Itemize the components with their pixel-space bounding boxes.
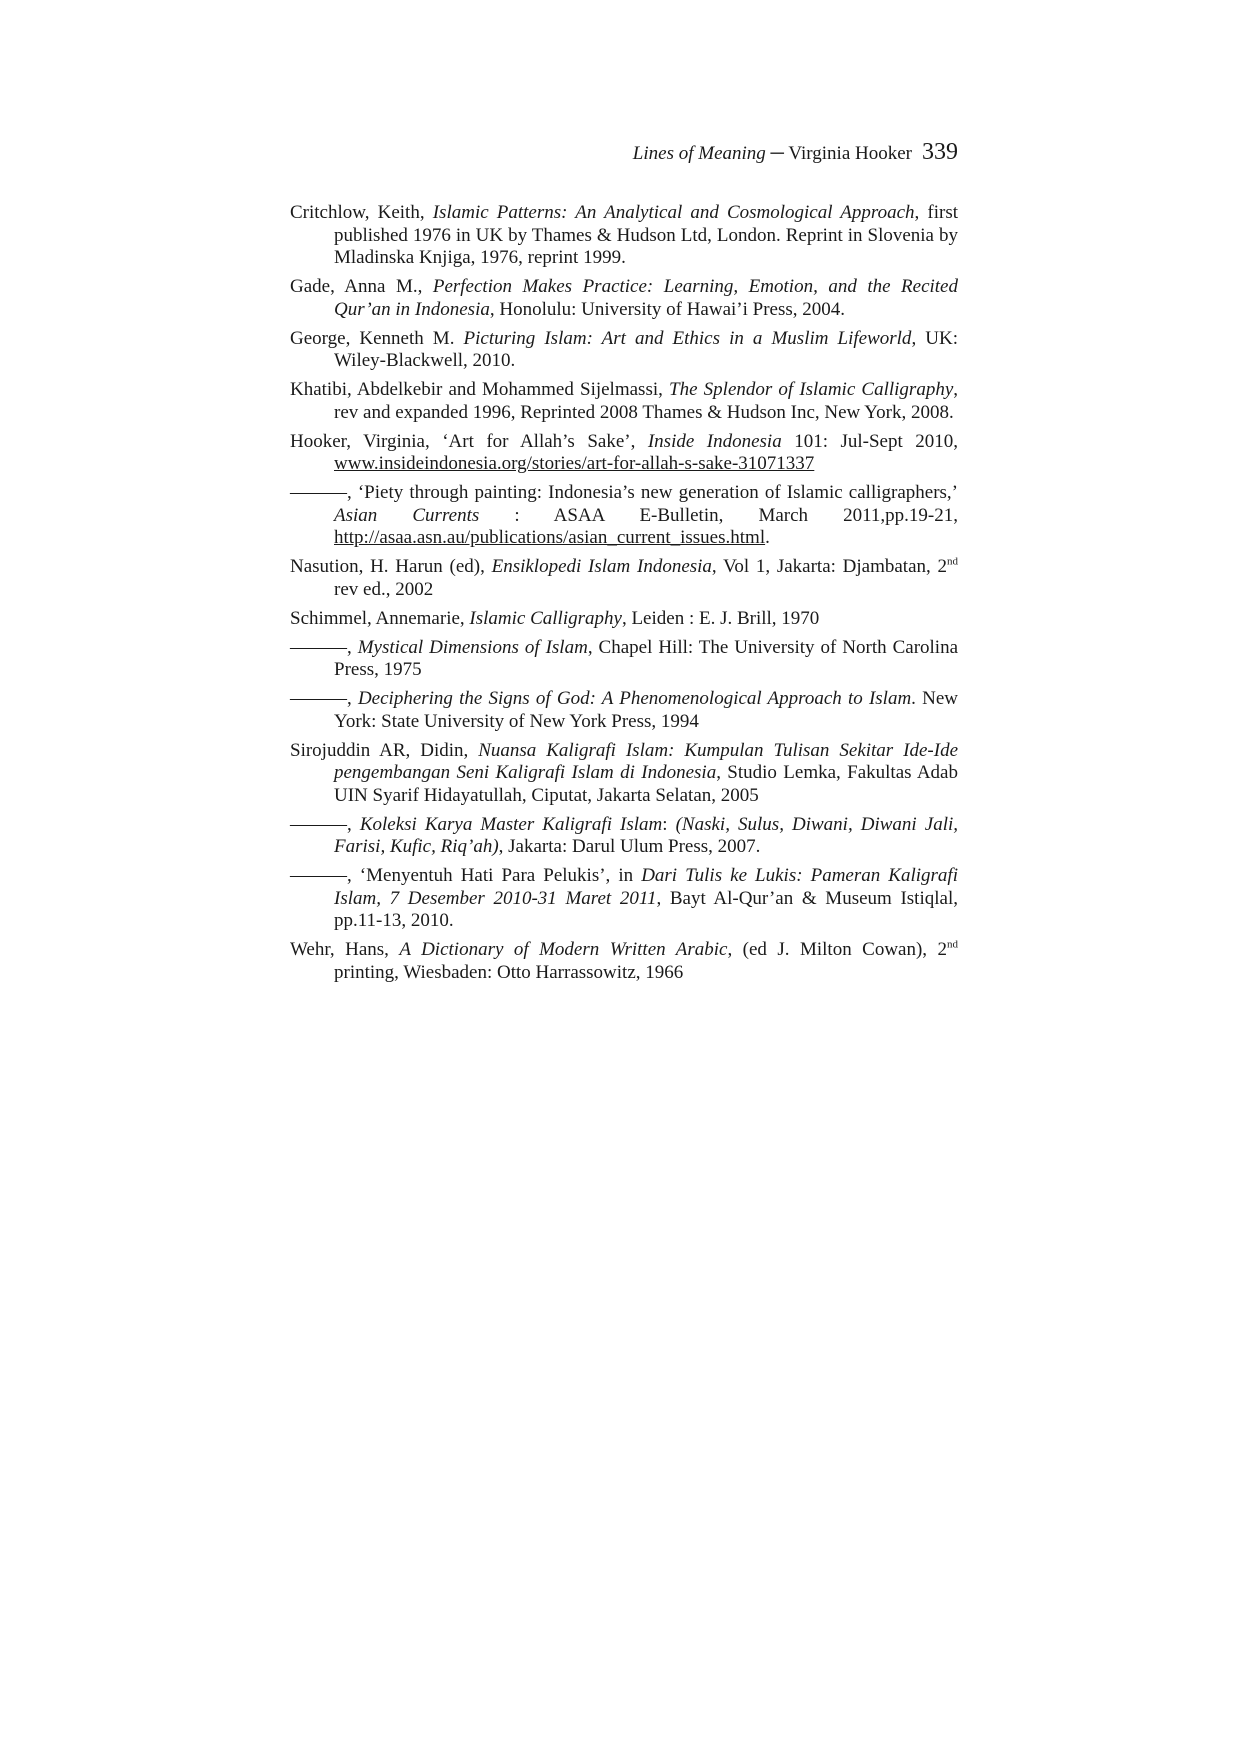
reference-text: ———,: [290, 813, 360, 835]
reference-text: , rev and expanded 1996, Reprinted 2008 Thames & Hudson Inc, New York, 2008.: [334, 379, 959, 423]
reference-entry: [290, 328, 958, 373]
reference-text: Hooker, Virginia, ‘Art for Allah’s Sake’,: [290, 430, 648, 452]
reference-entry: [290, 637, 958, 682]
reference-text: , (ed J. Milton Cowan), 2: [727, 939, 947, 960]
ordinal-suffix: nd: [947, 555, 958, 568]
reference-text: Schimmel, Annemarie,: [290, 607, 470, 629]
reference-text: , first published 1976 in UK by Thames & Hudson Ltd, London. Reprint in Slovenia by Mladinska Knjiga, 1976, reprint 1999.: [334, 202, 959, 268]
reference-text: 101: Jul-Sept 2010,: [781, 430, 959, 452]
reference-text: Sirojuddin AR, Didin,: [290, 739, 479, 761]
reference-entry: [290, 688, 958, 733]
page-number: 339: [922, 139, 958, 165]
reference-text: ———,: [290, 688, 358, 709]
reference-text: Khatibi, Abdelkebir and Mohammed Sijelmassi,: [290, 379, 670, 400]
reference-url[interactable]: http://asaa.asn.au/publications/asian_current_issues.html: [334, 527, 766, 548]
running-header: [500, 140, 958, 166]
reference-text: , Jakarta: Darul Ulum Press, 2007.: [498, 836, 761, 857]
reference-text: , Chapel Hill: The University of North Carolina Press, 1975: [334, 636, 959, 680]
reference-title: Picturing Islam: Art and Ethics in a Muslim Lifeworld: [463, 327, 912, 349]
reference-entry: [290, 608, 958, 631]
reference-text: ———, ‘Piety through painting: Indonesia’s new generation of Islamic calligraphers,’: [290, 482, 958, 503]
reference-text: ———, ‘Menyentuh Hati Para Pelukis’, in: [290, 865, 642, 886]
reference-entry: [290, 814, 958, 859]
reference-url[interactable]: www.insideindonesia.org/stories/art-for-allah-s-sake-31071337: [334, 453, 815, 474]
reference-title: A Dictionary of Modern Written Arabic: [399, 939, 728, 960]
reference-text: .: [765, 527, 770, 548]
reference-text: :: [662, 813, 676, 835]
reference-title: Islamic Calligraphy: [469, 607, 622, 629]
reference-text: : ASAA E-Bulletin, March 2011,pp.19-21,: [479, 504, 959, 526]
reference-text: . New York: State University of New York Press, 1994: [334, 688, 958, 732]
reference-title: Asian Currents: [334, 504, 480, 526]
reference-text: Critchlow, Keith,: [290, 202, 433, 223]
reference-entry: [290, 431, 958, 476]
reference-entry: [290, 939, 958, 984]
reference-entry: [290, 740, 958, 808]
reference-text: , Studio Lemka, Fakultas Adab UIN Syarif Hidayatullah, Ciputat, Jakarta Selatan, 2005: [334, 762, 958, 806]
reference-text: ———,: [290, 636, 358, 658]
reference-title: The Splendor of Islamic Calligraphy: [669, 379, 954, 400]
reference-text: Gade, Anna M.,: [290, 276, 433, 297]
reference-text: , UK: Wiley-Blackwell, 2010.: [334, 327, 958, 371]
reference-title: Perfection Makes Practice: Learning, Emotion, and the Recited Qur’an in Indonesia: [334, 276, 958, 320]
reference-text: Nasution, H. Harun (ed),: [290, 556, 492, 577]
reference-title: Dari Tulis ke Lukis: Pameran Kaligrafi Islam, 7 Desember 2010-31 Maret 2011: [334, 865, 958, 909]
reference-title: Koleksi Karya Master Kaligrafi Islam: [359, 813, 663, 835]
reference-entry: [290, 865, 958, 933]
reference-title: Mystical Dimensions of Islam: [357, 636, 588, 658]
reference-text: George, Kenneth M.: [290, 327, 464, 349]
reference-text: rev ed., 2002: [334, 578, 434, 600]
reference-title: (Naski, Sulus, Diwani, Diwani Jali, Farisi, Kufic, Riq’ah): [334, 813, 959, 857]
reference-entry: [290, 276, 958, 321]
ordinal-suffix: nd: [947, 938, 958, 951]
running-title: Lines of Meaning: [632, 143, 766, 164]
reference-entry: [290, 556, 958, 601]
reference-title: Nuansa Kaligrafi Islam: Kumpulan Tulisan Sekitar Ide-Ide pengembangan Seni Kaligrafi Islam di Indonesia: [334, 739, 958, 783]
reference-list: [290, 202, 958, 991]
reference-entry: [290, 202, 958, 270]
reference-text: Wehr, Hans,: [290, 939, 400, 960]
reference-title: Islamic Patterns: An Analytical and Cosmological Approach: [432, 202, 915, 223]
header-dash: ─: [765, 143, 789, 164]
reference-entry: [290, 482, 958, 550]
reference-entry: [290, 379, 958, 424]
reference-text: , Leiden : E. J. Brill, 1970: [621, 607, 820, 629]
reference-text: , Honolulu: University of Hawai’i Press, 2004.: [489, 298, 846, 320]
reference-title: Ensiklopedi Islam Indonesia: [491, 556, 712, 577]
reference-text: , Vol 1, Jakarta: Djambatan, 2: [711, 556, 947, 577]
reference-title: Inside Indonesia: [647, 430, 782, 452]
reference-text: , Bayt Al-Qur’an & Museum Istiqlal, pp.11-13, 2010.: [334, 887, 958, 931]
reference-text: printing, Wiesbaden: Otto Harrassowitz, 1966: [334, 961, 684, 983]
running-author: Virginia Hooker: [788, 143, 912, 164]
reference-title: Deciphering the Signs of God: A Phenomenological Approach to Islam: [357, 688, 912, 709]
